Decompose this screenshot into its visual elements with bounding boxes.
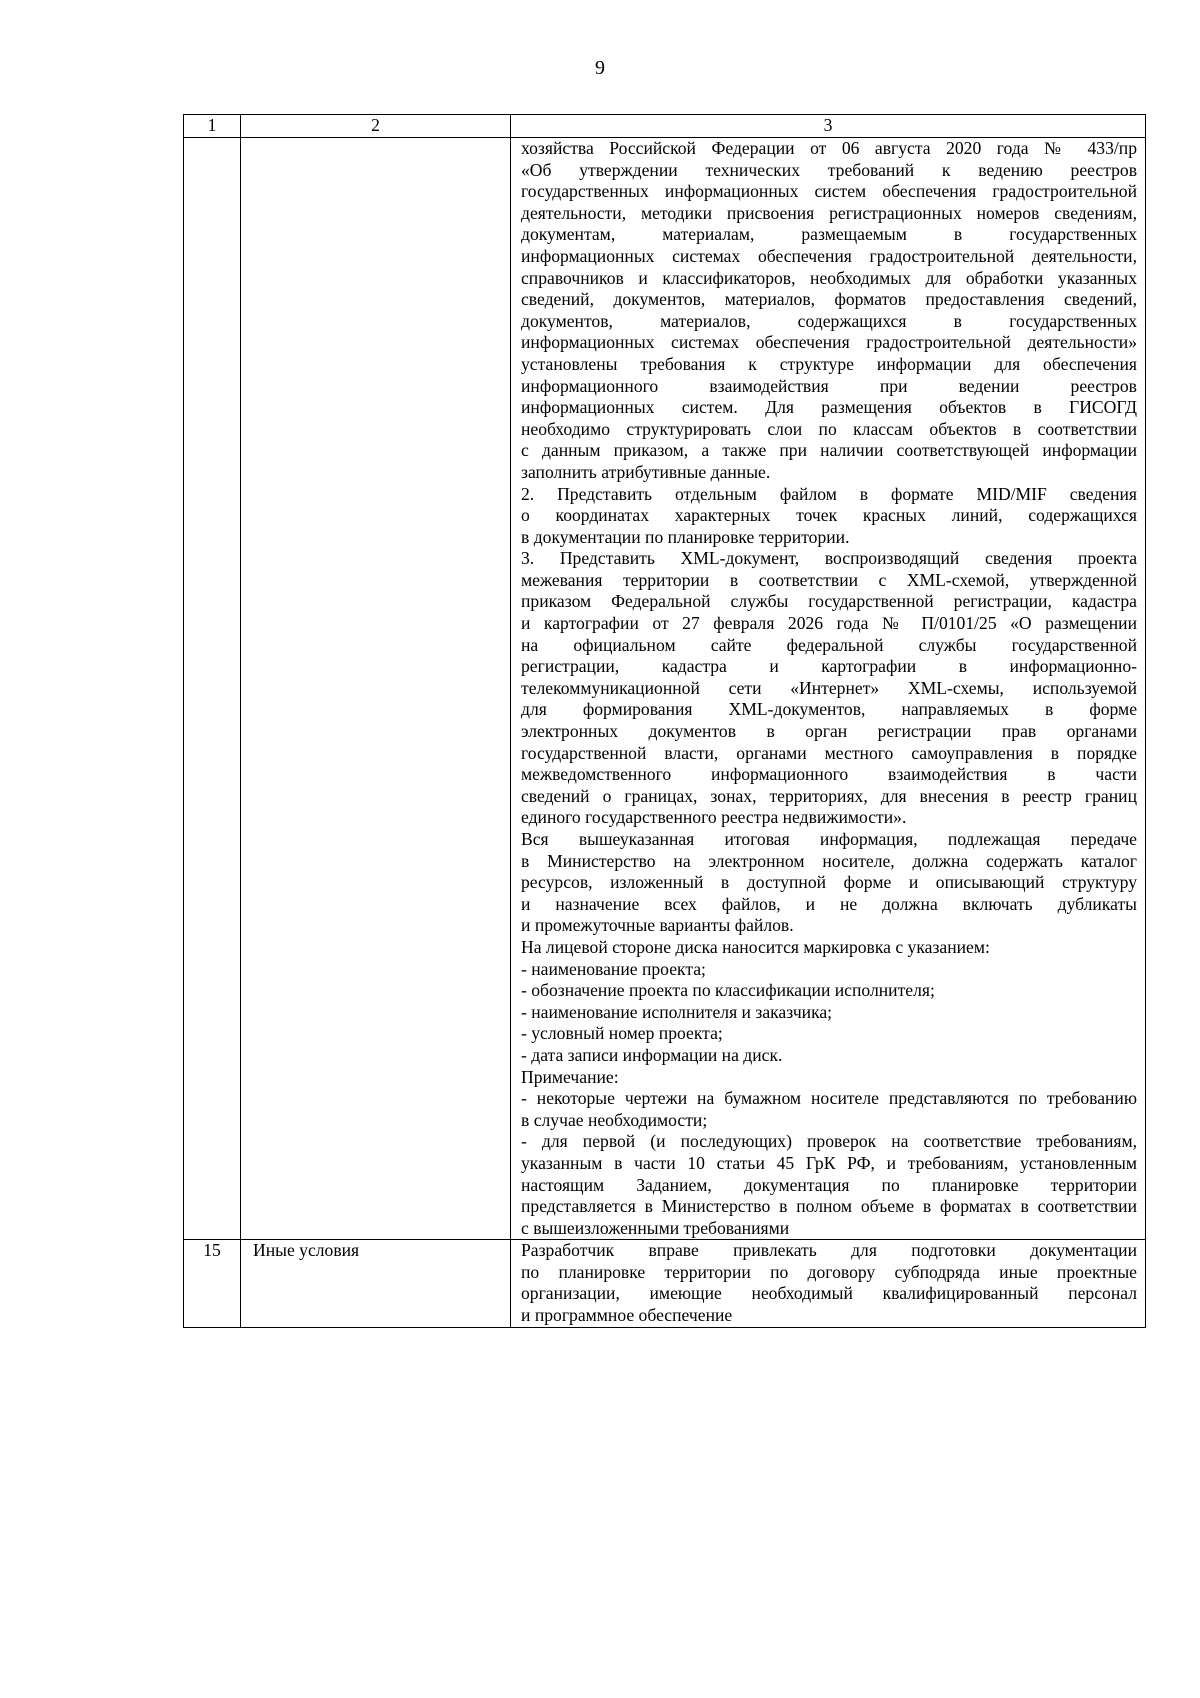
text-line: документам, материалам, размещаемым в государственных (521, 224, 1137, 245)
text-line: представляется в Министерство в полном объеме в форматах в соответствии (521, 1196, 1137, 1217)
paragraph-gisogd-requirements (521, 138, 1137, 484)
text-line: указанным в части 10 статьи 45 ГрК РФ, и требованиям, установленным (521, 1152, 1137, 1173)
text-line: на официальном сайте федеральной службы государственной (521, 634, 1137, 655)
text-line: «Об утверждении технических требований к ведению реестров (521, 159, 1137, 180)
text-line: организации, имеющие необходимый квалифицированный персонал (521, 1283, 1137, 1304)
text-line: межведомственного информационного взаимодействия в части (521, 764, 1137, 785)
row-number-cell (184, 138, 241, 1240)
text-line: и программное обеспечение (521, 1305, 733, 1326)
table-row-continued (184, 138, 1146, 1240)
requirements-table (183, 114, 1146, 1328)
text-line: государственных информационных систем обеспечения градостроительной (521, 181, 1137, 202)
marking-intro: На лицевой стороне диска наносится маркировка с указанием: (521, 936, 990, 957)
text-line: и картографии от 27 февраля 2026 года № П/0101/25 «О размещении (521, 613, 1137, 634)
text-line: в Министерство на электронном носителе, должна содержать каталог (521, 850, 1137, 871)
text-line: деятельности, методики присвоения регистрационных номеров сведениям, (521, 202, 1137, 223)
paragraph-xml-document (521, 548, 1137, 829)
text-line: ресурсов, изложенный в доступной форме и описывающий структуру (521, 872, 1137, 893)
header-col-1: 1 (184, 115, 241, 138)
text-line: регистрации, кадастра и картографии в информационно- (521, 656, 1137, 677)
list-item: - обозначение проекта по классификации исполнителя; (521, 980, 935, 1001)
paragraph-subcontracting (521, 1240, 1137, 1326)
row-name-cell (241, 138, 511, 1240)
text-line: в документации по планировке территории. (521, 526, 850, 547)
text-line: информационных систем. Для размещения объектов в ГИСОГД (521, 397, 1137, 418)
text-line: телекоммуникационной сети «Интернет» XML-схемы, используемой (521, 677, 1137, 698)
page-number: 9 (595, 57, 605, 79)
header-col-3: 3 (511, 115, 1146, 138)
text-line: - некоторые чертежи на бумажном носителе представляются по требованию (521, 1088, 1137, 1109)
text-line: Разработчик вправе привлекать для подготовки документации (521, 1240, 1137, 1261)
text-line: информационных системах обеспечения градостроительной деятельности, (521, 245, 1137, 266)
text-line: в случае необходимости; (521, 1109, 708, 1130)
text-line: о координатах характерных точек красных линий, содержащихся (521, 505, 1137, 526)
text-line: сведений о границах, зонах, территориях, для внесения в реестр границ (521, 785, 1137, 806)
text-line: хозяйства Российской Федерации от 06 августа 2020 года № 433/пр (521, 138, 1137, 158)
header-col-2: 2 (241, 115, 511, 138)
text-line: Вся вышеуказанная итоговая информация, подлежащая передаче (521, 829, 1137, 849)
note-inspection (521, 1131, 1137, 1239)
marking-list (521, 959, 1137, 1067)
row-name-cell: Иные условия (241, 1240, 511, 1327)
list-item: - условный номер проекта; (521, 1023, 723, 1044)
note-paper-drawings (521, 1088, 1137, 1131)
table-row-15 (184, 1240, 1146, 1327)
list-item: - дата записи информации на диск. (521, 1044, 783, 1065)
text-line: приказом Федеральной службы государственной регистрации, кадастра (521, 591, 1137, 612)
text-line: сведений, документов, материалов, форматов предоставления сведений, (521, 289, 1137, 310)
text-line: с вышеизложенными требованиями (521, 1217, 790, 1238)
text-line: с данным приказом, а также при наличии соответствующей информации (521, 440, 1137, 461)
text-line: и промежуточные варианты файлов. (521, 915, 794, 936)
row-number-cell: 15 (184, 1240, 241, 1327)
text-line: для формирования XML-документов, направляемых в форме (521, 699, 1137, 720)
text-line: заполнить атрибутивные данные. (521, 461, 771, 482)
text-line: справочников и классификаторов, необходимых для обработки указанных (521, 267, 1137, 288)
paragraph-resource-catalog (521, 829, 1137, 937)
text-line: межевания территории в соответствии с XML-схемой, утвержденной (521, 569, 1137, 590)
text-line: документов, материалов, содержащихся в государственных (521, 310, 1137, 331)
text-line: информационного взаимодействия при ведении реестров (521, 375, 1137, 396)
paragraph-mid-mif (521, 484, 1137, 549)
note-title: Примечание: (521, 1066, 619, 1087)
text-line: государственной власти, органами местного самоуправления в порядке (521, 742, 1137, 763)
text-line: по планировке территории по договору субподряда иные проектные (521, 1261, 1137, 1282)
text-line: электронных документов в орган регистрации прав органами (521, 721, 1137, 742)
text-line: установлены требования к структуре информации для обеспечения (521, 353, 1137, 374)
text-line: 3. Представить XML-документ, воспроизводящий сведения проекта (521, 548, 1137, 569)
text-line: информационных системах обеспечения градостроительной деятельности» (521, 332, 1137, 353)
row-content-cell (511, 1240, 1146, 1327)
list-item: - наименование проекта; (521, 958, 706, 979)
text-line: - для первой (и последующих) проверок на соответствие требованиям, (521, 1131, 1137, 1152)
text-line: 2. Представить отдельным файлом в формате MID/MIF сведения (521, 483, 1137, 504)
text-line: необходимо структурировать слои по классам объектов в соответствии (521, 418, 1137, 439)
text-line: единого государственного реестра недвижимости». (521, 807, 907, 828)
text-line: и назначение всех файлов, и не должна включать дубликаты (521, 893, 1137, 914)
list-item: - наименование исполнителя и заказчика; (521, 1001, 833, 1022)
table-header-row (184, 115, 1146, 138)
text-line: настоящим Заданием, документация по планировке территории (521, 1174, 1137, 1195)
row-content-cell (511, 138, 1146, 1240)
